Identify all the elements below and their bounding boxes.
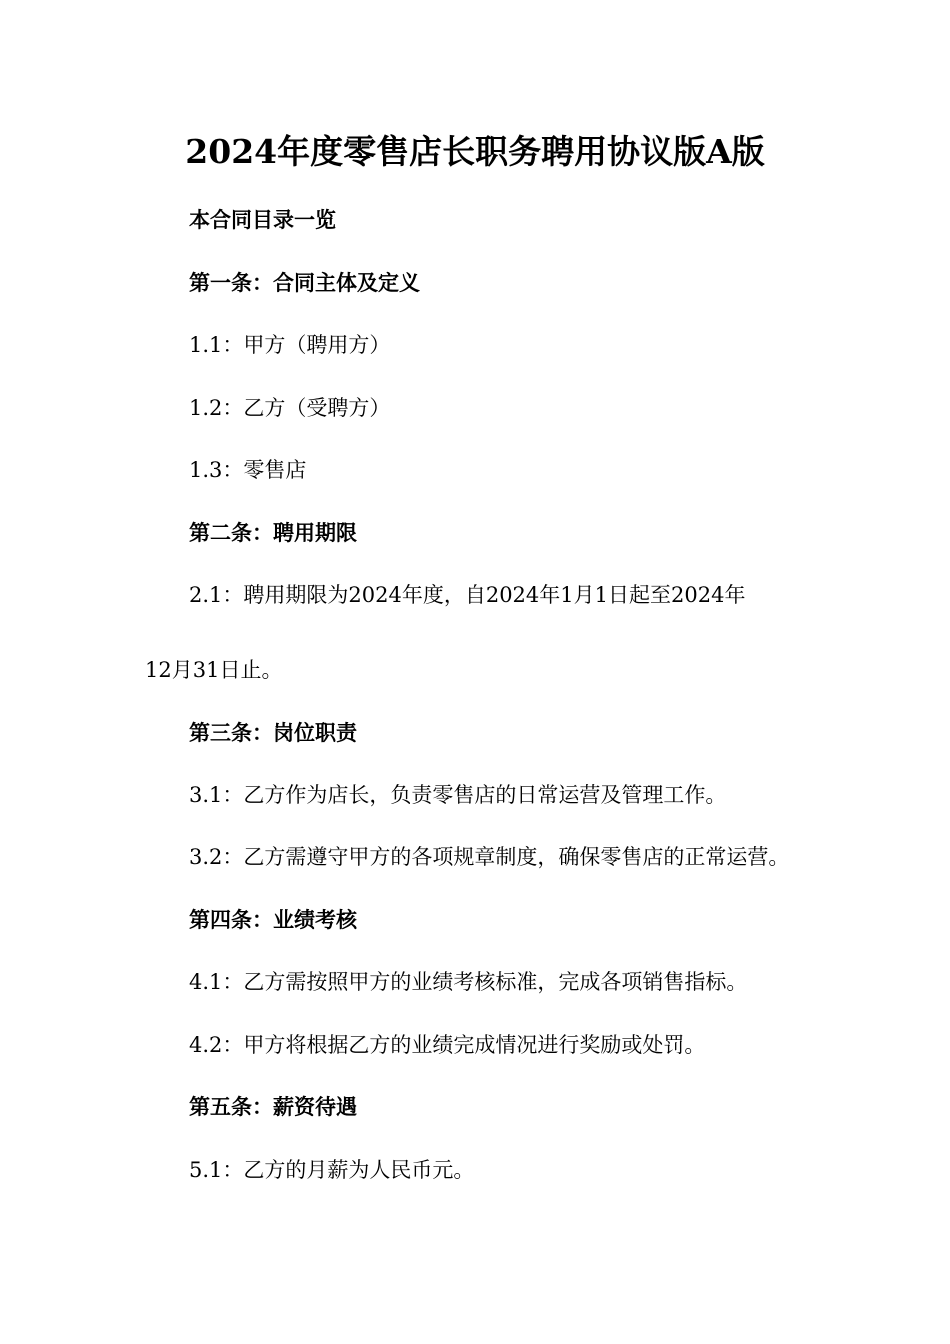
clause-4-2: 4.2：甲方将根据乙方的业绩完成情况进行奖励或处罚。 [189,1033,706,1057]
article-1-heading: 第一条：合同主体及定义 [189,270,420,295]
clause-5-1: 5.1：乙方的月薪为人民币元。 [189,1158,475,1182]
article-4-heading: 第四条：业绩考核 [189,907,357,932]
clause-3-2: 3.2：乙方需遵守甲方的各项规章制度，确保零售店的正常运营。 [189,845,790,869]
document-title: 2024年度零售店长职务聘用协议版A版 [185,132,765,171]
article-2-heading: 第二条：聘用期限 [189,520,357,545]
clause-2-1: 2.1：聘用期限为2024年度，自2024年1月1日起至2024年 [189,583,746,607]
clause-4-1: 4.1：乙方需按照甲方的业绩考核标准，完成各项销售指标。 [189,970,748,994]
clause-3-1: 3.1：乙方作为店长，负责零售店的日常运营及管理工作。 [189,783,727,807]
clause-2-1-continued: 12月31日止。 [145,658,283,682]
clause-1-1: 1.1：甲方（聘用方） [189,333,391,357]
article-3-heading: 第三条：岗位职责 [189,720,357,745]
article-5-heading: 第五条：薪资待遇 [189,1094,357,1119]
clause-1-2: 1.2：乙方（受聘方） [189,396,391,420]
clause-1-3: 1.3：零售店 [189,458,307,482]
toc-heading: 本合同目录一览 [189,207,336,232]
